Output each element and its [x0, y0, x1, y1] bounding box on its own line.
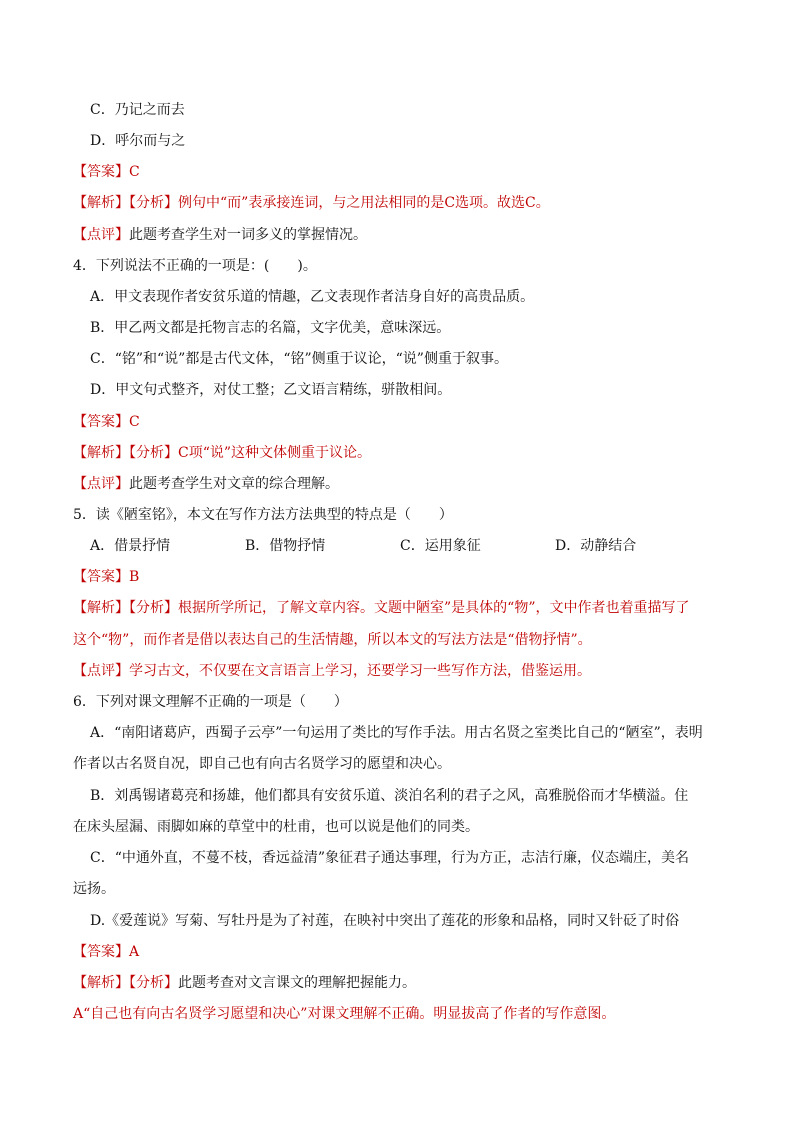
comment-tag: 【点评】 [73, 476, 129, 492]
q5-option-a: A．借景抒情 [90, 538, 171, 554]
q4-option-c: C．“铭”和“说”都是古代文体，“铭”侧重于议论，“说”侧重于叙事。 [90, 351, 508, 367]
q5-option-d: D．动静结合 [555, 538, 637, 554]
analysis-text: C项“说”这种文体侧重于议论。 [178, 445, 372, 461]
q6-answer [73, 942, 139, 962]
q4-option-a: A．甲文表现作者安贫乐道的情趣，乙文表现作者洁身自好的高贵品质。 [90, 289, 535, 305]
answer-value: C [129, 414, 140, 430]
answer-tag: 【答案】 [73, 414, 129, 430]
q3-answer [73, 162, 140, 182]
q6-option-b-line-2: 在床头屋漏、雨脚如麻的草堂中的杜甫，也可以说是他们的同类。 [73, 819, 479, 835]
analysis-tag: 【解析】【分析】 [73, 195, 178, 211]
q3-comment [73, 225, 367, 245]
answer-value: A [129, 944, 140, 960]
q6-analysis-extra: A“自己也有向古名贤学习愿望和决心”对课文理解不正确。明显拔高了作者的写作意图。 [73, 1006, 616, 1022]
q5-comment [73, 661, 591, 681]
q4-answer [73, 412, 140, 432]
q6-option-c-line-1: C．“中通外直，不蔓不枝，香远益清”象征君子通达事理，行为方正，志洁行廉，仪态端庄，美名 [90, 850, 690, 866]
q4-option-d: D．甲文句式整齐，对仗工整；乙文语言精练，骈散相间。 [90, 382, 452, 398]
q4-analysis [73, 443, 371, 463]
q3-option-c: C．乃记之而去 [90, 102, 185, 118]
analysis-tag: 【解析】【分析】 [73, 975, 178, 991]
analysis-tag: 【解析】【分析】 [73, 600, 178, 616]
q6-option-c-line-2: 远扬。 [73, 881, 115, 897]
comment-text: 此题考查学生对一词多义的掌握情况。 [129, 227, 367, 243]
analysis-text: 此题考查对文言课文的理解把握能力。 [178, 975, 416, 991]
q5-answer [73, 567, 139, 587]
comment-text: 学习古文，不仅要在文言语言上学习，还要学习一些写作方法，借鉴运用。 [129, 663, 591, 679]
q5-analysis-continued: 这个“物”，而作者是借以表达自己的生活情趣，所以本文的写法方法是“借物抒情”。 [73, 632, 592, 648]
answer-value: C [129, 164, 140, 180]
answer-value: B [129, 569, 140, 585]
answer-tag: 【答案】 [73, 569, 129, 585]
q4-comment [73, 474, 339, 494]
q6-stem: 6．下列对课文理解不正确的一项是（ ） [73, 694, 348, 710]
q4-stem: 4．下列说法不正确的一项是：( )。 [73, 258, 317, 274]
answer-tag: 【答案】 [73, 944, 129, 960]
q6-analysis [73, 973, 416, 993]
q5-analysis [73, 598, 689, 618]
q5-options [0, 536, 794, 556]
analysis-tag: 【解析】【分析】 [73, 445, 178, 461]
q6-option-b-line-1: B．刘禹锡诸葛亮和扬雄，他们都具有安贫乐道、淡泊名利的君子之风，高雅脱俗而才华横溢。住 [90, 788, 689, 804]
q6-option-a-line-2: 作者以古名贤自况，即自己也有向古名贤学习的愿望和决心。 [73, 756, 451, 772]
q3-analysis [73, 193, 550, 213]
q6-option-d: D.《爱莲说》写菊、写牡丹是为了衬莲，在映衬中突出了莲花的形象和品格，同时又针砭了时俗 [90, 913, 680, 929]
q3-option-d: D．呼尔而与之 [90, 133, 186, 149]
analysis-text: 例句中“而”表承接连词，与之用法相同的是C选项。故选C。 [178, 195, 550, 211]
q5-option-b: B．借物抒情 [245, 538, 326, 554]
answer-tag: 【答案】 [73, 164, 129, 180]
comment-text: 此题考查学生对文章的综合理解。 [129, 476, 339, 492]
comment-tag: 【点评】 [73, 663, 129, 679]
analysis-text-1: 根据所学所记，了解文章内容。文题中陋室”是具体的“物”，文中作者也着重描写了 [178, 600, 690, 616]
comment-tag: 【点评】 [73, 227, 129, 243]
q6-option-a-line-1: A．“南阳诸葛庐，西蜀子云亭”一句运用了类比的写作手法。用古名贤之室类比自己的“陋室”，表明 [90, 725, 703, 741]
q5-option-c: C．运用象征 [400, 538, 481, 554]
q5-stem: 5．读《陋室铭》，本文在写作方法方法典型的特点是（ ） [73, 507, 453, 523]
q4-option-b: B．甲乙两文都是托物言志的名篇，文字优美，意味深远。 [90, 320, 451, 336]
